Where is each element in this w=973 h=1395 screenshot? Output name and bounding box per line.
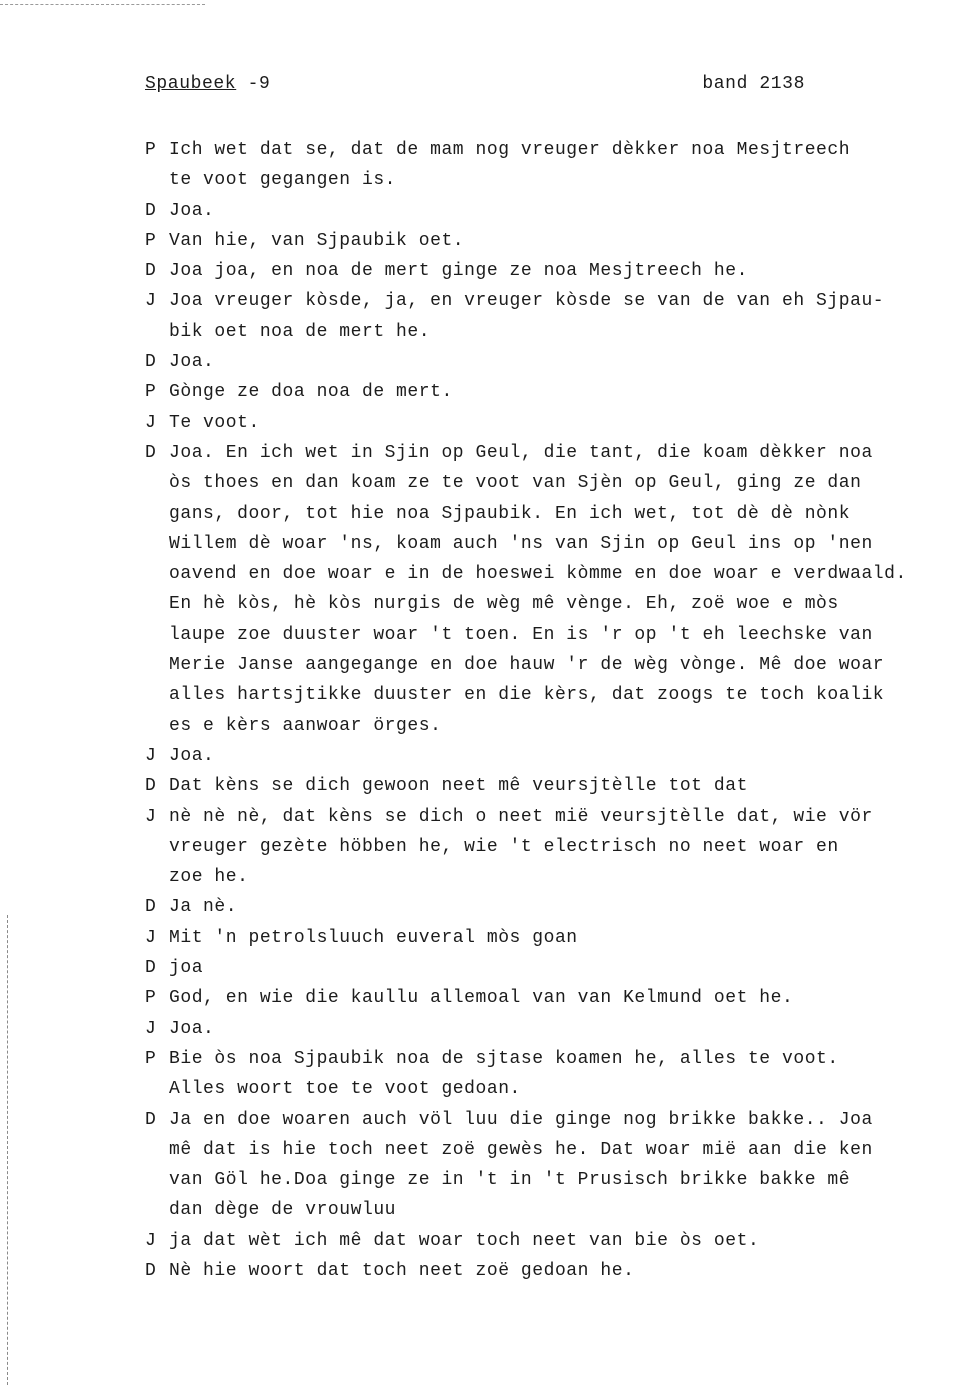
- transcript-line: Mit 'n petrolsluuch euveral mòs goan: [169, 927, 578, 948]
- transcript-turn: [145, 1014, 965, 1044]
- speaker-label: D: [145, 261, 156, 282]
- transcript-turn: [145, 377, 965, 407]
- transcript-line: ja dat wèt ich mê dat woar toch neet van bie òs oet.: [169, 1230, 760, 1251]
- transcript-line: es e kèrs aanwoar örges.: [169, 715, 442, 736]
- tape-number: band 2138: [702, 74, 805, 94]
- transcript-turn: [145, 983, 965, 1013]
- transcript-turn: [145, 286, 965, 347]
- transcript-turn: [145, 135, 965, 196]
- transcript-turn: [145, 347, 965, 377]
- transcript-turn: [145, 923, 965, 953]
- transcript-line: Joa. En ich wet in Sjin op Geul, die tant, die koam dèkker noa: [169, 442, 873, 463]
- speaker-label: P: [145, 140, 156, 160]
- speaker-label: J: [145, 745, 156, 766]
- speaker-label: J: [145, 1230, 156, 1251]
- transcript-turn: [145, 438, 965, 741]
- transcript-turn: [145, 408, 965, 438]
- transcript-turn: [145, 1256, 965, 1286]
- transcript-line: bik oet noa de mert he.: [169, 321, 431, 342]
- transcript-turn: [145, 196, 965, 226]
- transcript-line: vreuger gezète höbben he, wie 't electrisch no neet woar en: [169, 836, 839, 857]
- transcript-line: Van hie, van Sjpaubik oet.: [169, 230, 465, 251]
- transcript-line: Ich wet dat se, dat de mam nog vreuger dèkker noa Mesjtreech: [169, 140, 851, 160]
- speaker-label: J: [145, 806, 156, 827]
- transcript-line: Alles woort toe te voot gedoan.: [169, 1079, 521, 1100]
- transcript-turn: [145, 226, 965, 256]
- transcript-line: Bie òs noa Sjpaubik noa de sjtase koamen he, alles te voot.: [169, 1048, 839, 1069]
- transcript-line: Nè hie woort dat toch neet zoë gedoan he.: [169, 1260, 635, 1281]
- transcript-line: Joa.: [169, 745, 215, 766]
- top-edge-mark: [0, 4, 205, 5]
- speaker-label: D: [145, 1260, 156, 1281]
- transcript-line: Joa.: [169, 1018, 215, 1039]
- speaker-label: J: [145, 291, 156, 312]
- transcript-line: God, en wie die kaullu allemoal van van Kelmund oet he.: [169, 988, 794, 1009]
- transcript-turn: [145, 1044, 965, 1105]
- transcript-turn: [145, 892, 965, 922]
- speaker-label: P: [145, 1048, 156, 1069]
- speaker-label: D: [145, 776, 156, 797]
- transcript-turn: [145, 771, 965, 801]
- transcript-line: Te voot.: [169, 412, 260, 433]
- transcript-turn: [145, 741, 965, 771]
- transcript-line: Merie Janse aangegange en doe hauw 'r de wèg vònge. Mê doe woar: [169, 655, 885, 676]
- transcript-line: joa: [169, 958, 204, 979]
- location-name: Spaubeek: [145, 74, 237, 94]
- transcript-line: Joa joa, en noa de mert ginge ze noa Mesjtreech he.: [169, 261, 748, 282]
- transcript-line: Joa.: [169, 352, 215, 373]
- transcript-line: Joa.: [169, 200, 215, 221]
- speaker-label: J: [145, 412, 156, 433]
- left-edge-mark: [7, 915, 8, 1385]
- transcript-turn: [145, 1105, 965, 1226]
- page-header: [145, 74, 805, 100]
- transcript-line: nè nè nè, dat kèns se dich o neet mië veursjtèlle dat, wie vör: [169, 806, 873, 827]
- speaker-label: J: [145, 927, 156, 948]
- transcript-turn: [145, 1226, 965, 1256]
- speaker-label: P: [145, 230, 156, 251]
- transcript-line: dan dège de vrouwluu: [169, 1200, 397, 1221]
- transcript-line: alles hartsjtikke duuster en die kèrs, dat zoogs te toch koalik: [169, 685, 885, 706]
- speaker-label: D: [145, 200, 156, 221]
- speaker-label: J: [145, 1018, 156, 1039]
- speaker-label: D: [145, 897, 156, 918]
- transcript-turn: [145, 802, 965, 893]
- transcript-line: Gònge ze doa noa de mert.: [169, 382, 453, 403]
- transcript-line: laupe zoe duuster woar 't toen. En is 'r op 't eh leechske van: [169, 624, 873, 645]
- header-location: [145, 74, 270, 94]
- transcript-line: oavend en doe woar e in de hoeswei kòmme en doe woar e verdwaald.: [169, 564, 907, 585]
- transcript-line: Ja nè.: [169, 897, 238, 918]
- transcript-line: En hè kòs, hè kòs nurgis de wèg mê vènge. Eh, zoë woe e mòs: [169, 594, 839, 615]
- speaker-label: P: [145, 988, 156, 1009]
- transcript-body: [145, 135, 965, 1286]
- speaker-label: P: [145, 382, 156, 403]
- speaker-label: D: [145, 958, 156, 979]
- transcript-line: mê dat is hie toch neet zoë gewès he. Dat woar mië aan die ken: [169, 1139, 873, 1160]
- transcript-line: te voot gegangen is.: [169, 170, 397, 191]
- transcript-turn: [145, 953, 965, 983]
- transcript-line: zoe he.: [169, 867, 249, 888]
- transcript-line: van Göl he.Doa ginge ze in 't in 't Prusisch brikke bakke mê: [169, 1170, 851, 1191]
- speaker-label: D: [145, 442, 156, 463]
- transcript-line: òs thoes en dan koam ze te voot van Sjèn op Geul, ging ze dan: [169, 473, 862, 494]
- speaker-label: D: [145, 352, 156, 373]
- transcript-line: Joa vreuger kòsde, ja, en vreuger kòsde se van de van eh Sjpau-: [169, 291, 885, 312]
- speaker-label: D: [145, 1109, 156, 1130]
- transcript-line: Willem dè woar 'ns, koam auch 'ns van Sjin op Geul ins op 'nen: [169, 533, 873, 554]
- transcript-turn: [145, 256, 965, 286]
- transcript-line: Ja en doe woaren auch völ luu die ginge nog brikke bakke.. Joa: [169, 1109, 873, 1130]
- transcript-line: gans, door, tot hie noa Sjpaubik. En ich wet, tot dè dè nònk: [169, 503, 851, 524]
- transcript-line: Dat kèns se dich gewoon neet mê veursjtèlle tot dat: [169, 776, 748, 797]
- page-number: -9: [236, 74, 271, 94]
